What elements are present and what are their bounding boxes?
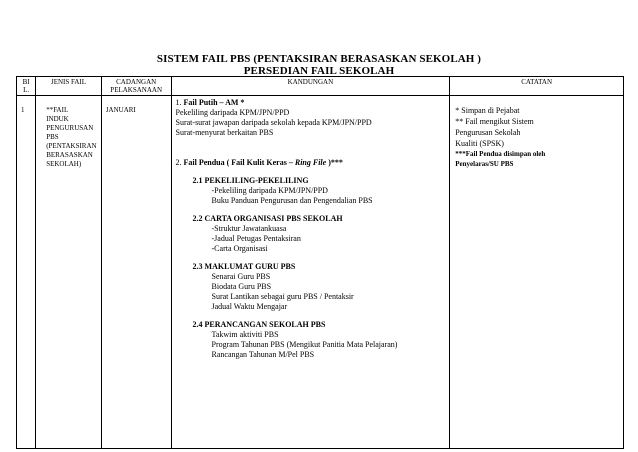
item2-title-a: Fail Pendua ( Fail Kulit Keras – — [183, 158, 295, 167]
section-line: Biodata Guru PBS — [211, 282, 272, 291]
item1-line: Surat-surat jawapan daripada sekolah kepada KPM/JPN/PPD — [175, 118, 372, 127]
jenis-line: BERASASKAN — [46, 151, 93, 159]
cell-catatan — [450, 96, 624, 449]
item1-title: Fail Putih – AM * — [183, 98, 245, 107]
item2-title-c: )*** — [326, 158, 343, 167]
item1-number: 1. — [175, 98, 182, 107]
item1-line: Pekeliling daripada KPM/JPN/PPD — [175, 108, 290, 117]
header-catatan — [450, 77, 624, 96]
section-line: Rancangan Tahunan M/Pel PBS — [211, 350, 315, 359]
jenis-line: SEKOLAH) — [46, 160, 82, 168]
catatan-line: * Simpan di Pejabat — [455, 106, 520, 115]
header-cadangan — [101, 77, 171, 96]
item1-heading — [176, 98, 450, 108]
catatan-line: Kualiti (SPSK) — [455, 139, 504, 148]
section-heading: 2.4 PERANCANGAN SEKOLAH PBS — [192, 320, 326, 329]
section-heading: 2.2 CARTA ORGANISASI PBS SEKOLAH — [192, 214, 343, 223]
section-line: Takwim aktiviti PBS — [211, 330, 279, 339]
section-line: Surat Lantikan sebagai guru PBS / Pentaksir — [211, 292, 354, 301]
header-bil-line2: L. — [23, 86, 30, 94]
cell-cadangan: JANUARI — [101, 96, 171, 449]
header-jenis-fail — [36, 77, 102, 96]
jenis-line: INDUK — [46, 115, 69, 123]
section-line: -Carta Organisasi — [211, 244, 268, 253]
section-line: -Struktur Jawatankuasa — [211, 224, 287, 233]
item2-number: 2. — [175, 158, 182, 167]
jenis-line: (PENTAKSIRAN — [46, 142, 97, 150]
section-line: Senarai Guru PBS — [211, 272, 271, 281]
section-line: Jadual Waktu Mengajar — [211, 302, 288, 311]
jenis-line: PBS — [46, 133, 59, 141]
header-jenis-label: JENIS FAIL — [50, 78, 87, 86]
section-heading: 2.3 MAKLUMAT GURU PBS — [192, 262, 296, 271]
catatan-note-line1: ***Fail Pendua disimpan oleh — [455, 150, 546, 158]
header-bil — [17, 77, 36, 96]
cell-jenis-fail — [36, 96, 102, 449]
table-header-row — [17, 77, 624, 96]
catatan-line: ** Fail mengikut Sistem — [455, 117, 534, 126]
document-title: SISTEM FAIL PBS (PENTAKSIRAN BERASASKAN SEKOLAH ) — [156, 53, 482, 65]
header-catatan-label: CATATAN — [521, 78, 553, 86]
section-line: Buku Panduan Pengurusan dan Pengendalian PBS — [211, 196, 373, 205]
header-kandungan — [171, 77, 450, 96]
jenis-line: PENGURUSAN — [46, 124, 94, 132]
item2-heading — [176, 158, 450, 168]
cell-bil: 1 — [17, 96, 36, 449]
header-kandungan-label: KANDUNGAN — [287, 78, 334, 86]
catatan-note-line2: Penyelaras/SU PBS — [455, 160, 514, 168]
cell-kandungan — [171, 96, 450, 449]
document-subtitle: PERSEDIAN FAIL SEKOLAH — [243, 65, 395, 77]
catatan-line: Pengurusan Sekolah — [455, 128, 521, 137]
jenis-line: **FAIL — [46, 106, 69, 114]
section-line: -Jadual Petugas Pentaksiran — [211, 234, 301, 243]
header-cadangan-line2: PELAKSANAAN — [110, 86, 163, 94]
table-row — [17, 96, 624, 449]
header-bil-line1: BI — [22, 78, 30, 86]
item1-line: Surat-menyurat berkaitan PBS — [175, 128, 274, 137]
section-heading: 2.1 PEKELILING-PEKELILING — [192, 176, 309, 185]
file-system-table — [16, 76, 624, 449]
item2-title-b: Ring File — [294, 158, 327, 167]
section-line: Program Tahunan PBS (Mengikut Panitia Mata Pelajaran) — [211, 340, 398, 349]
section-line: -Pekeliling daripada KPM/JPN/PPD — [211, 186, 328, 195]
header-cadangan-line1: CADANGAN — [116, 78, 157, 86]
